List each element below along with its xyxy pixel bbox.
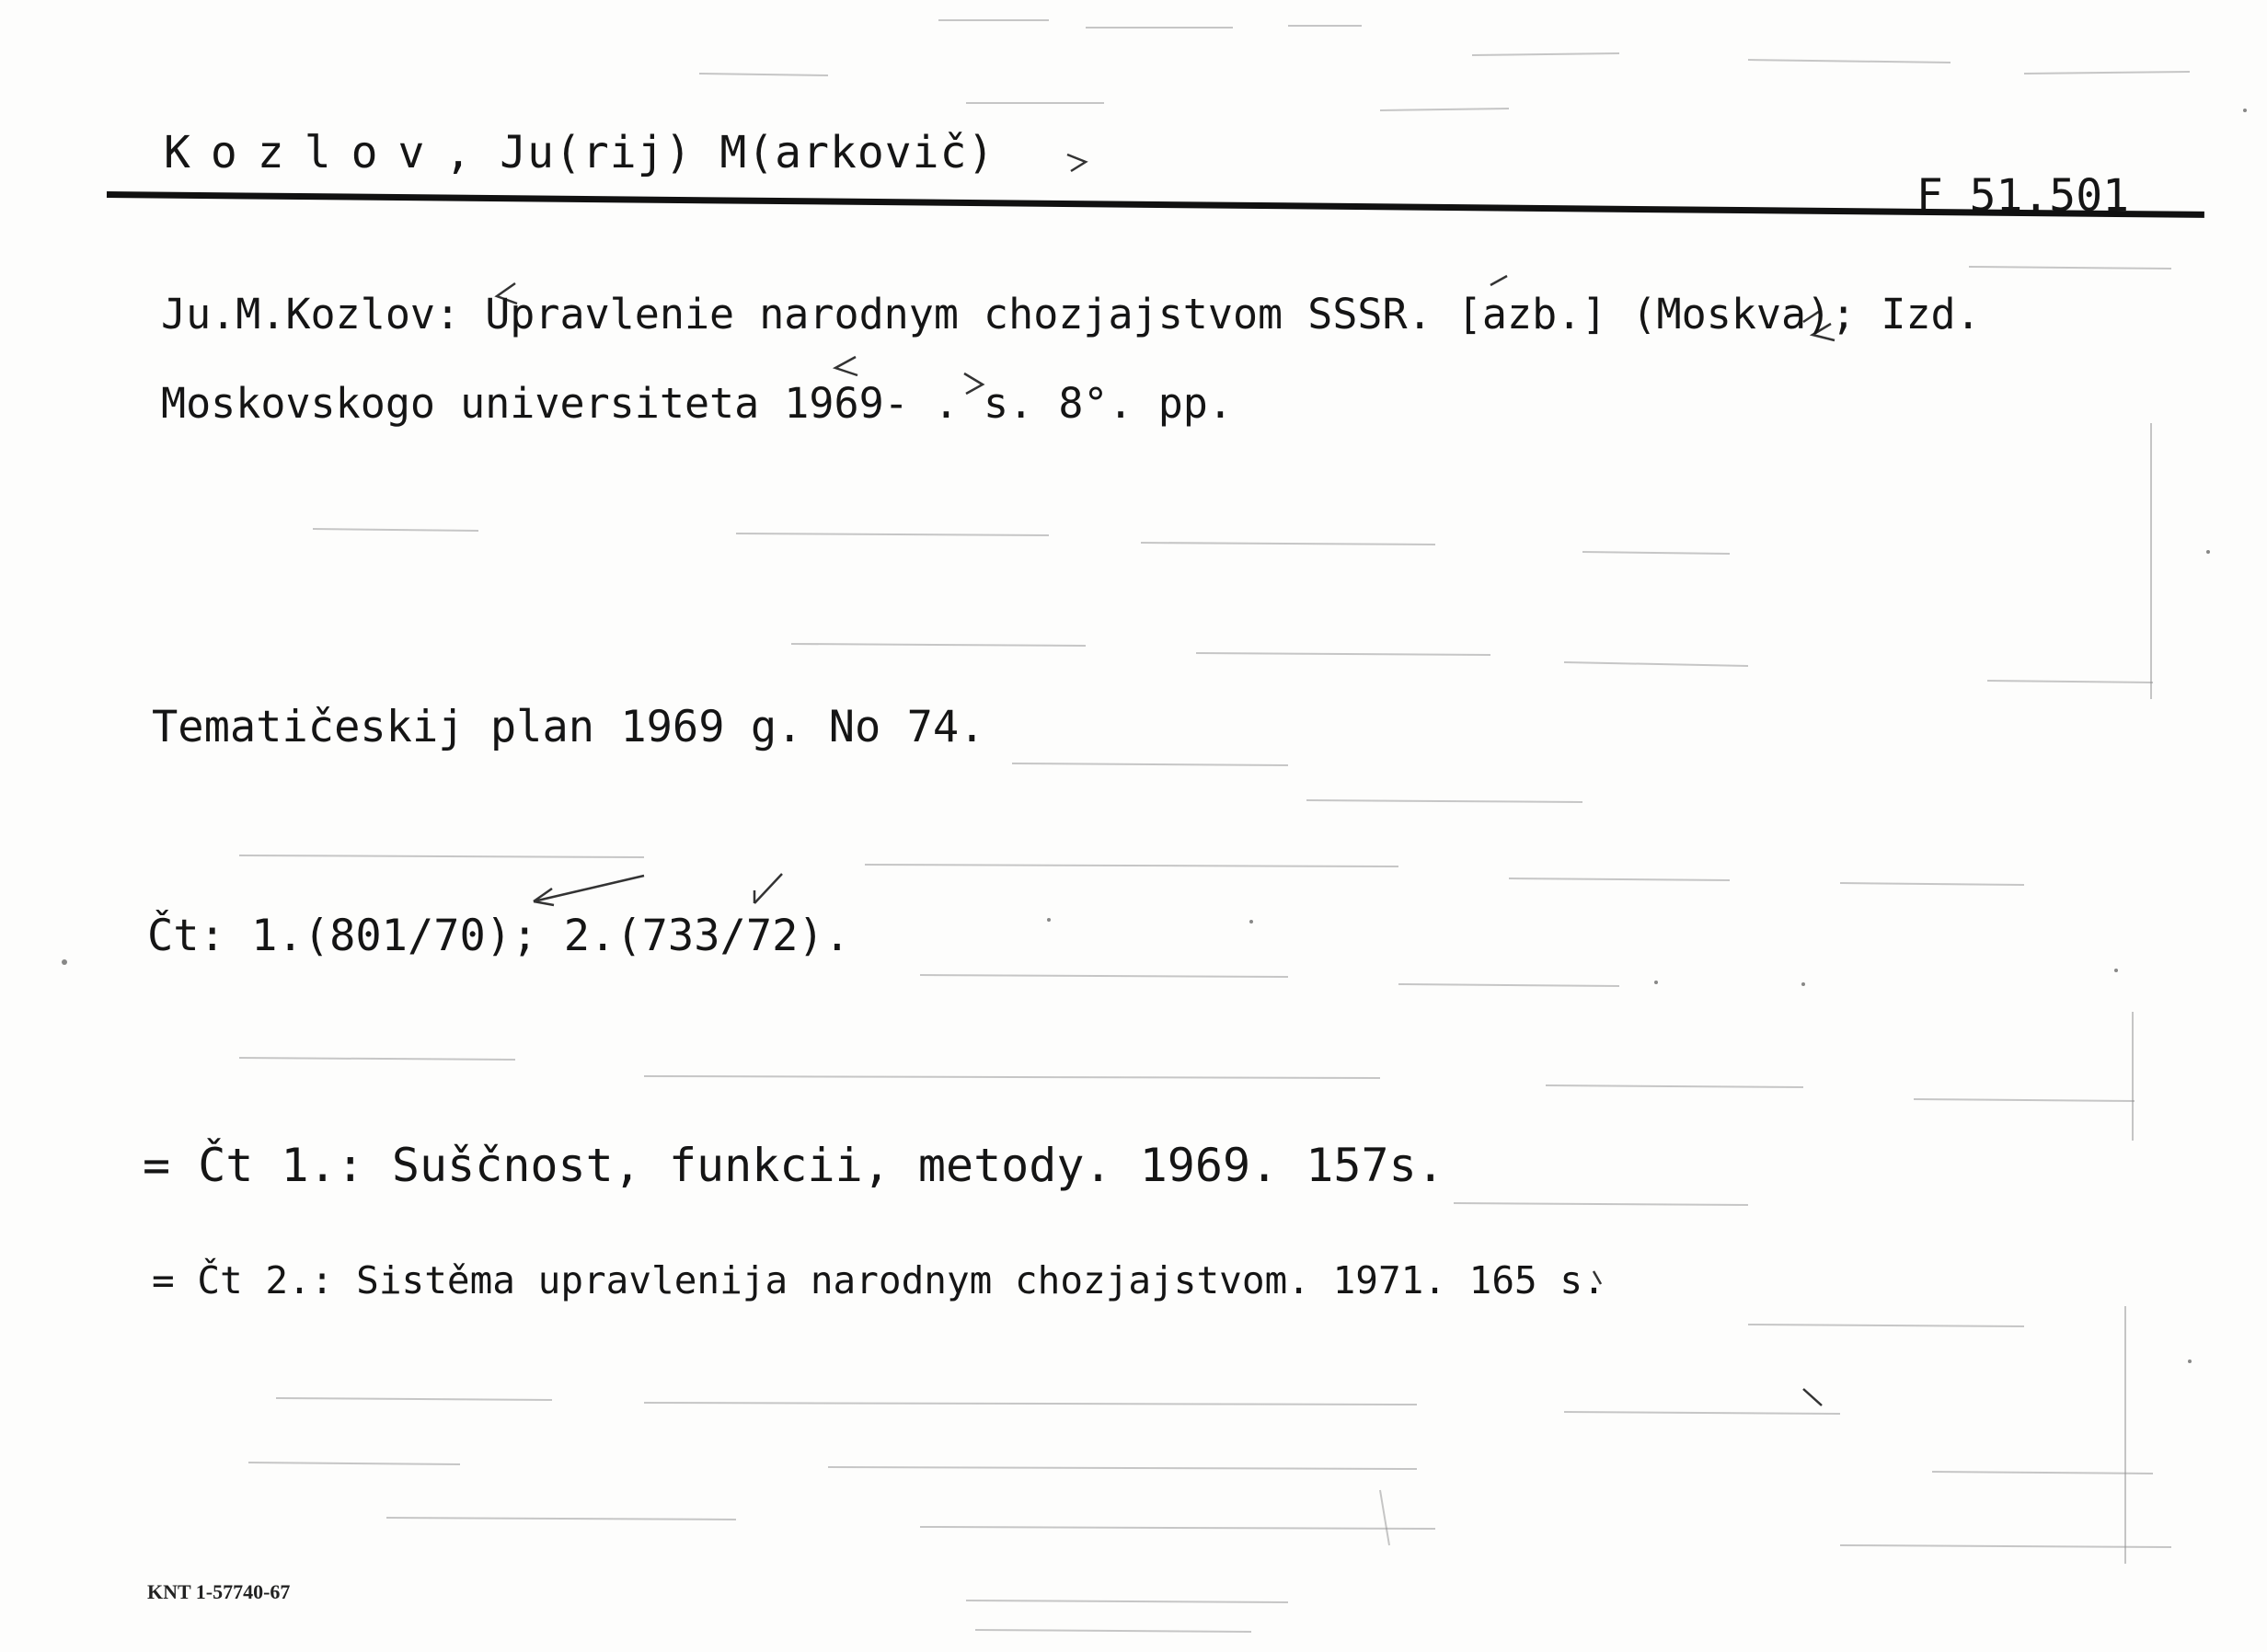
shelfmark: F 51.501 (1916, 170, 2129, 222)
part-1-entry: = Čt 1.: Suščnost, funkcii, metody. 1969. 157s. (143, 1139, 1444, 1192)
part-2-entry: = Čt 2.: Sistěma upravlenija narodnym chozjajstvom. 1971. 165 s. (152, 1258, 1605, 1302)
parts-holdings-note: Čt: 1.(801/70); 2.(733/72). (147, 911, 851, 961)
bibliographic-description-line-1: Ju.M.Kozlov: Upravlenie narodnym chozjajstvom SSSR. [azb.] (Moskva); Izd. (161, 290, 1981, 338)
thematic-plan-note: Tematičeskij plan 1969 g. No 74. (152, 702, 985, 752)
bibliographic-description-line-2: Moskovskogo universiteta 1969- . s. 8°. pp. (161, 379, 1233, 428)
printer-code: KNT 1-57740-67 (147, 1580, 291, 1603)
author-surname: Kozlov (164, 127, 445, 178)
author-heading (164, 127, 995, 178)
author-given-names: , Ju(rij) M(arkovič) (444, 127, 995, 178)
